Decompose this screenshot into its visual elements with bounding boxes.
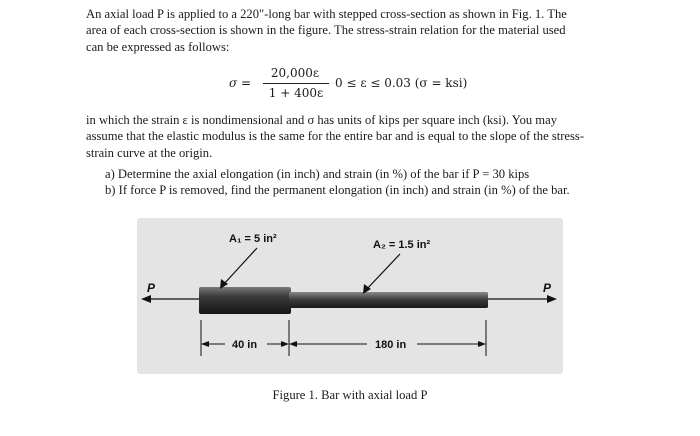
- figure-caption: Figure 1. Bar with axial load P: [272, 388, 428, 402]
- load-label-left: P: [147, 281, 156, 295]
- explanation-line: assume that the elastic modulus is the same for the entire bar and is equal to the slope of the stress-: [86, 129, 585, 144]
- question-b: b) If force P is removed, find the permanent elongation (in inch) and strain (in %) of the bar.: [105, 183, 570, 197]
- intro-line: can be expressed as follows:: [86, 39, 230, 54]
- area2-leader-arrow: [363, 254, 400, 294]
- load-arrow-right: [488, 295, 557, 303]
- explanation-line: strain curve at the origin.: [86, 145, 213, 160]
- equation-denominator: 1 + 400ε: [268, 86, 324, 100]
- thin-bar-segment: [289, 292, 488, 308]
- area2-label: A₂ = 1.5 in²: [373, 239, 431, 251]
- bar-diagram: [137, 218, 563, 374]
- equation-range: 0 ≤ ε ≤ 0.03 (σ = ksi): [335, 76, 468, 90]
- equation-lhs: σ =: [229, 76, 252, 90]
- load-label-right: P: [543, 281, 552, 295]
- question-a: a) Determine the axial elongation (in inch) and strain (in %) of the bar if P = 30 kips: [105, 167, 530, 181]
- problem-intro: [86, 6, 632, 55]
- fraction-bar: [263, 83, 329, 84]
- intro-line: area of each cross-section is shown in the figure. The stress-strain relation for the material used: [86, 23, 566, 38]
- problem-explanation: [86, 112, 632, 161]
- length2-label: 180 in: [375, 339, 407, 351]
- area1-label: A₁ = 5 in²: [229, 233, 277, 245]
- length1-label: 40 in: [232, 339, 258, 351]
- stress-strain-equation: [229, 66, 489, 102]
- explanation-line: in which the strain ε is nondimensional and σ has units of kips per square inch (ksi). You may: [86, 113, 557, 127]
- intro-line: An axial load P is applied to a 220"-long bar with stepped cross-section as shown in Fig. 1. The: [86, 7, 567, 21]
- area1-leader-arrow: [220, 248, 257, 289]
- question-list: [105, 166, 665, 198]
- bar-figure: [137, 218, 563, 374]
- thick-bar-segment: [199, 287, 291, 314]
- load-arrow-left: [141, 295, 199, 303]
- equation-numerator: 20,000ε: [270, 66, 320, 80]
